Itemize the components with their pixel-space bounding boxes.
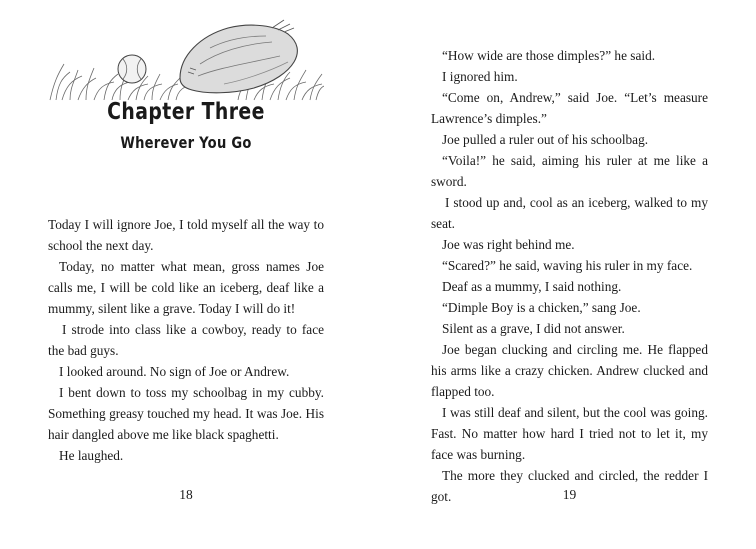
paragraph: The more they clucked and circled, the redder I got. — [431, 468, 708, 504]
page-number-left: 18 — [179, 487, 193, 502]
paragraph: “Dimple Boy is a chicken,” sang Joe. — [442, 300, 641, 315]
paragraph: I stood up and, cool as an iceberg, walked to my seat. — [431, 195, 708, 231]
paragraph: Today, no matter what mean, gross names Joe calls me, I will be cold like an iceberg, deaf like a mummy, silent like a grave. Today I will do it! — [48, 259, 324, 316]
right-page — [431, 0, 708, 549]
paragraph: I looked around. No sign of Joe or Andrew. — [59, 364, 290, 379]
left-page — [48, 0, 324, 549]
paragraph: Joe began clucking and circling me. He flapped his arms like a crazy chicken. Andrew clucked and flapped too. — [431, 342, 708, 399]
left-page-text — [48, 214, 324, 466]
paragraph: Joe was right behind me. — [442, 237, 575, 252]
paragraph: Silent as a grave, I did not answer. — [442, 321, 625, 336]
paragraph: He laughed. — [59, 448, 124, 463]
paragraph: I ignored him. — [442, 69, 518, 84]
chapter-title: Chapter Three — [107, 99, 265, 125]
paragraph: “Voila!” he said, aiming his ruler at me like a sword. — [431, 153, 708, 189]
paragraph: “Come on, Andrew,” said Joe. “Let’s measure Lawrence’s dimples.” — [431, 90, 708, 126]
paragraph: I bent down to toss my schoolbag in my cubby. Something greasy touched my head. It was Joe. His hair dangled above me like black spaghetti. — [48, 385, 324, 442]
page-number-right: 19 — [562, 487, 577, 502]
right-page-text — [431, 45, 708, 507]
paragraph: I strode into class like a cowboy, ready to face the bad guys. — [48, 322, 324, 358]
paragraph: Joe pulled a ruler out of his schoolbag. — [442, 132, 649, 147]
chapter-subtitle: Wherever You Go — [120, 133, 252, 152]
paragraph: Today I will ignore Joe, I told myself all the way to school the next day. — [48, 217, 324, 253]
paragraph: “How wide are those dimples?” he said. — [442, 48, 656, 63]
paragraph: “Scared?” he said, waving his ruler in my face. — [442, 258, 693, 273]
paragraph: Deaf as a mummy, I said nothing. — [442, 279, 622, 294]
paragraph: I was still deaf and silent, but the cool was going. Fast. No matter how hard I tried not to let it, my face was burning. — [431, 405, 708, 462]
